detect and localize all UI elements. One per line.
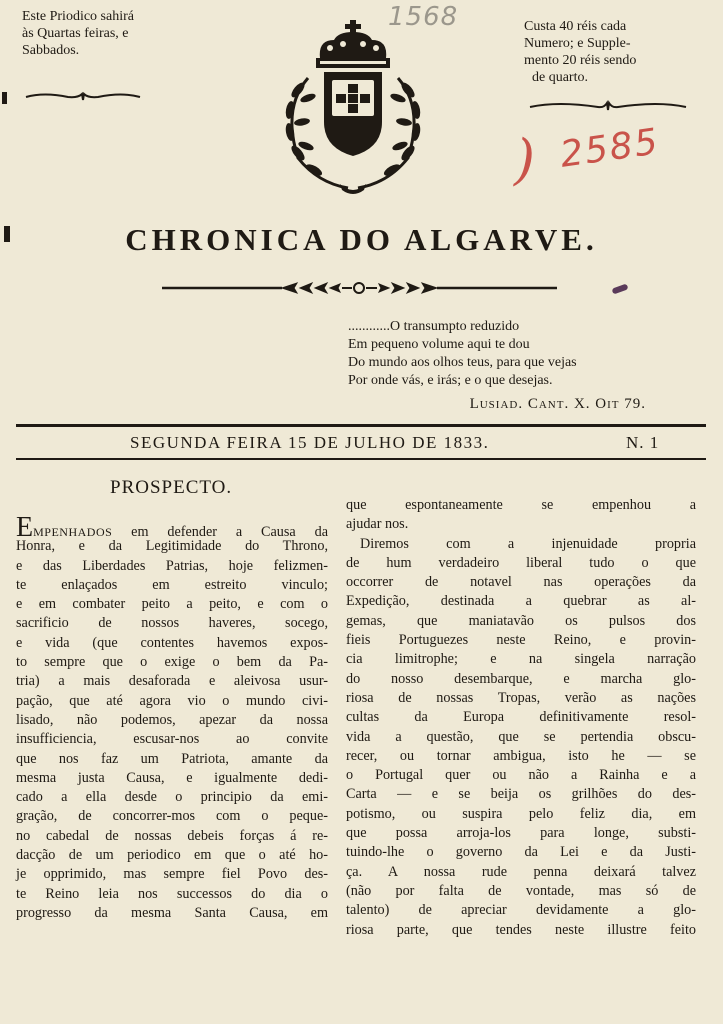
epigraph [348,318,658,413]
article-column-right [346,496,696,940]
article-line: tuindo-lhe o governo da Lei e da Justi- [346,844,696,861]
notice-line: Sabbados. [22,43,80,58]
issue-number: N. 1 [626,433,660,452]
notice-line: de quarto. [532,70,588,85]
article-line: de hum verdadeiro liberal tudo o que [346,554,696,571]
article-line: (não por falta de vontade, mas só de [346,882,696,899]
bottom-rule [16,458,706,460]
article-line: sacrificio de nossos haveres, socego, [16,615,328,632]
drop-cap: E [16,512,34,543]
article-line: recer, ou tornar ambigua, isto he — se [346,747,696,764]
article-line: riosa de nossas Tropas, verão as nações [346,689,696,706]
article-line [16,512,328,543]
article-line: potismo, ou suspira pelo feliz dia, em [346,805,696,822]
article-line: insufficiencia, escusar-nos ao convite [16,731,328,748]
article-line: cia limitrophe; e na singela narração [346,651,696,668]
article-line: do nosso desembarque, e marcha glo- [346,670,696,687]
article-line: no cabedal de nossas debeis forças á re- [16,827,328,844]
article-line: lisado, não podemos, apezar da nossa [16,711,328,728]
article-line: to sempre que o exige o bem da Pa- [16,654,328,671]
article-line: riosa parte, que tendes neste illustre feito [346,921,696,938]
article-column-left [16,512,328,923]
notice-line: mento 20 réis sendo [524,53,637,68]
red-inventory-number: 2585 [557,121,662,176]
royal-crest-icon [268,18,438,198]
epigraph-citation: Lusiad. Cant. X. Oit 79. [469,396,646,412]
curly-rule-icon [24,88,142,104]
top-rule [16,424,706,427]
article-line: talento) de apreciar devidamente a glo- [346,902,696,919]
article-line: o Portugal quer ou não a Rainha e a [346,767,696,784]
article-line: e vida (que contentes havemos expos- [16,634,328,651]
epigraph-line: Do mundo aos olhos teus, para que vejas [348,355,577,370]
epigraph-line: ............O transumpto reduzido [348,319,520,334]
article-line: e em combater peito a peito, e com o [16,596,328,613]
article-line: Diremos com a injenuidade propria [360,535,696,552]
article-line: occorrer de notavel nas operações da [346,574,696,591]
newspaper-title: CHRONICA DO ALGARVE. [125,222,598,257]
article-line: que nos faz um Patriota, amante da [16,750,328,767]
curly-rule-icon [528,98,688,114]
article-line: ça. A nossa rude penna deixará talvez [346,863,696,880]
ornamental-rule-icon [162,280,557,296]
article-line: te enlaçados em estreito vinculo; [16,576,328,593]
article-line: fieis Portuguezes neste Reino, e provin- [346,632,696,649]
price-notice [524,18,709,86]
publication-schedule-notice [22,8,202,59]
article-line: que possa arroja-los para longe, substi- [346,825,696,842]
issue-date: SEGUNDA FEIRA 15 DE JULHO DE 1833. [130,433,490,452]
article-line: vida a questão, que se pertendia obscu- [346,728,696,745]
article-line: ajudar nos. [346,516,409,533]
article-line: te Reino leia nos successos do dia o [16,885,328,902]
article-line: mesma justa Causa, e igualmente dedi- [16,769,328,786]
first-word: MPENHADOS [33,525,113,539]
article-line: cultas da Europa definitivamente resol- [346,709,696,726]
article-line: cado a ella desde o principio da emi- [16,789,328,806]
ink-smudge [611,283,628,294]
article-line: dacção de um periodico em que o até ho- [16,847,328,864]
article-line: pação, que até agora vio o mundo civi- [16,692,328,709]
pencil-number: 1568 [388,2,459,32]
article-line: Carta — e se beija os grilhões do des- [346,786,696,803]
article-line: tria) a mais desaforada e aleivosa usur- [16,673,328,690]
article-line: que espontaneamente se empenhou a [346,497,696,513]
article-line: progresso da mesma Santa Causa, em [16,904,328,921]
article-line: je opprimido, mas sempre fiel Povo des- [16,866,328,883]
article-line: Expedição, destinada a quebrar as al- [346,593,696,610]
notice-line: às Quartas feiras, e [22,26,129,41]
article-line: gemas, que maniatavão os pulsos dos [346,612,696,629]
notice-line: Este Priodico sahirá [22,9,134,24]
red-bracket: ) [514,128,536,191]
article-line: gração, de concorrer-mos com o peque- [16,808,328,825]
article-heading: PROSPECTO. [110,477,233,498]
line-text: em defender a Causa da [112,524,328,540]
epigraph-line: Por onde vás, e irás; e o que desejas. [348,373,553,388]
article-line: Honra, e da Legitimidade do Throno, [16,538,328,555]
notice-line: Numero; e Supple- [524,36,631,51]
article-line: e das Liberdades Patrias, hoje felizmen- [16,557,328,574]
notice-line: Custa 40 réis cada [524,19,627,34]
edge-mark [2,92,7,104]
epigraph-line: Em pequeno volume aqui te dou [348,337,530,352]
